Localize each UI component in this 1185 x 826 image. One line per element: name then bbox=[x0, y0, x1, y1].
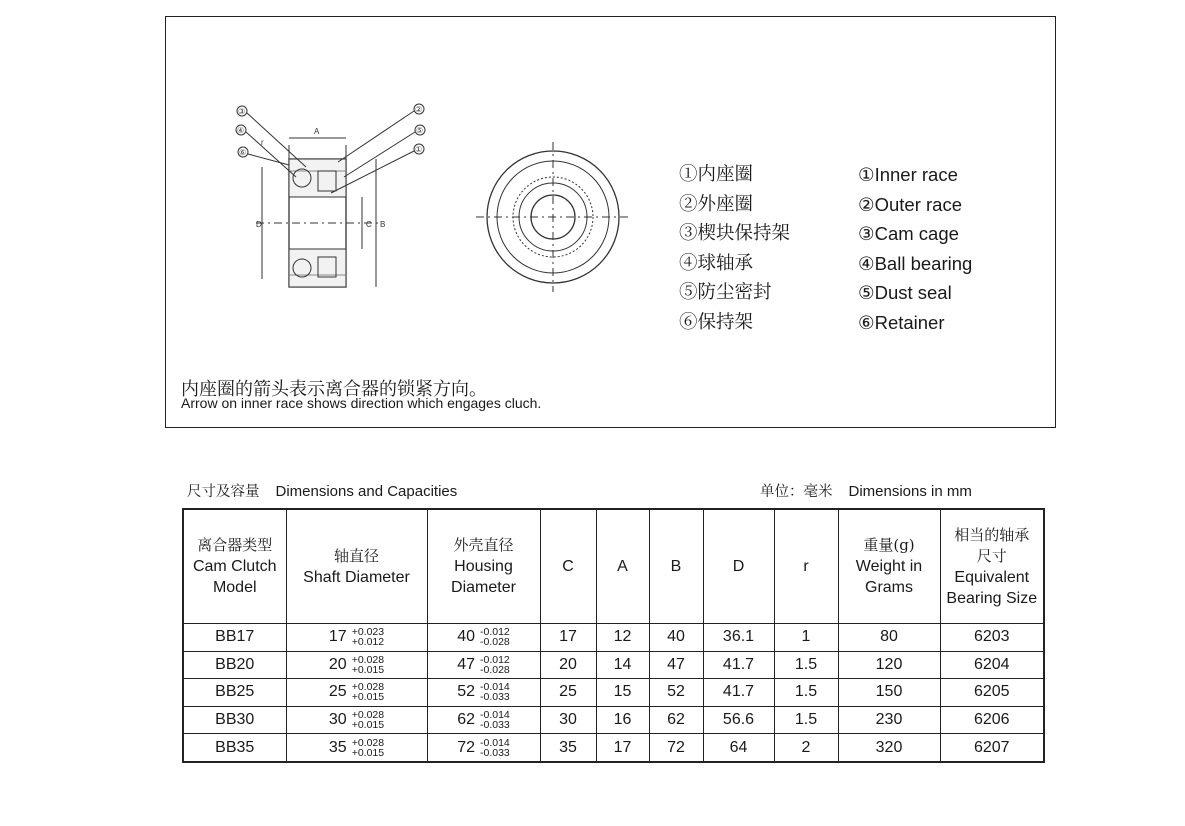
cell-housing: 62 -0.014 -0.033 bbox=[427, 706, 540, 734]
cell-a: 16 bbox=[596, 706, 649, 734]
callout-5: ⑤ bbox=[416, 126, 424, 135]
legend-item: ⑤Dust seal bbox=[858, 282, 952, 303]
cell-d: 56.6 bbox=[703, 706, 774, 734]
table-row bbox=[183, 734, 1044, 762]
cell-c: 35 bbox=[540, 734, 596, 762]
caption-chinese: 内座圈的箭头表示离合器的锁紧方向。 bbox=[181, 379, 487, 400]
unit-en: Dimensions in mm bbox=[848, 483, 972, 500]
legend-item: ⑥Retainer bbox=[858, 311, 945, 333]
table-row bbox=[183, 679, 1044, 707]
unit-cn: 单位：毫米 bbox=[760, 484, 833, 500]
legend-item: ②外座圈 bbox=[679, 193, 754, 215]
cell-weight: 320 bbox=[838, 734, 940, 762]
callout-4: ④ bbox=[237, 126, 245, 135]
table-title-cn: 尺寸及容量 bbox=[187, 484, 260, 500]
cell-c: 17 bbox=[540, 624, 596, 652]
cell-bearing: 6207 bbox=[940, 734, 1044, 762]
legend-item: ③楔块保持架 bbox=[679, 223, 791, 244]
cell-d: 36.1 bbox=[703, 624, 774, 652]
cell-model: BB17 bbox=[183, 624, 286, 652]
legend-item: ④Ball bearing bbox=[858, 252, 973, 274]
cell-weight: 120 bbox=[838, 651, 940, 679]
col-c: C bbox=[540, 509, 596, 624]
cell-shaft: 30 +0.028 +0.015 bbox=[286, 706, 427, 734]
cell-c: 25 bbox=[540, 679, 596, 707]
cell-housing: 52 -0.014 -0.033 bbox=[427, 679, 540, 707]
callout-3: ③ bbox=[238, 107, 246, 116]
cell-model: BB30 bbox=[183, 706, 286, 734]
cell-housing: 40 -0.012 -0.028 bbox=[427, 624, 540, 652]
cell-a: 12 bbox=[596, 624, 649, 652]
col-bearing: 相当的轴承 尺寸 Equivalent Bearing Size bbox=[940, 509, 1044, 624]
dim-c-label: C bbox=[366, 220, 372, 229]
legend-item: ⑥保持架 bbox=[679, 311, 754, 333]
cell-bearing: 6205 bbox=[940, 679, 1044, 707]
cell-model: BB25 bbox=[183, 679, 286, 707]
cell-a: 14 bbox=[596, 651, 649, 679]
dimensions-table bbox=[182, 508, 1045, 763]
cell-shaft: 25 +0.028 +0.015 bbox=[286, 679, 427, 707]
cell-d: 64 bbox=[703, 734, 774, 762]
legend-item: ①内座圈 bbox=[679, 164, 754, 185]
table-title bbox=[187, 480, 457, 501]
cell-r: 1 bbox=[774, 624, 838, 652]
col-b: B bbox=[649, 509, 703, 624]
cell-bearing: 6204 bbox=[940, 651, 1044, 679]
col-housing: 外壳直径 Housing Diameter bbox=[427, 509, 540, 624]
cell-shaft: 17 +0.023 +0.012 bbox=[286, 624, 427, 652]
cell-a: 15 bbox=[596, 679, 649, 707]
col-shaft: 轴直径 Shaft Diameter bbox=[286, 509, 427, 624]
col-weight: 重量(g) Weight in Grams bbox=[838, 509, 940, 624]
cell-r: 2 bbox=[774, 734, 838, 762]
table-row bbox=[183, 624, 1044, 652]
cell-bearing: 6206 bbox=[940, 706, 1044, 734]
cell-c: 20 bbox=[540, 651, 596, 679]
cell-d: 41.7 bbox=[703, 651, 774, 679]
cell-weight: 150 bbox=[838, 679, 940, 707]
table-unit bbox=[760, 480, 972, 501]
table-title-en: Dimensions and Capacities bbox=[275, 483, 458, 500]
caption-english: Arrow on inner race shows direction which engages cluch. bbox=[181, 395, 542, 411]
cell-shaft: 35 +0.028 +0.015 bbox=[286, 734, 427, 762]
table-row bbox=[183, 651, 1044, 679]
cell-weight: 80 bbox=[838, 624, 940, 652]
cell-shaft: 20 +0.028 +0.015 bbox=[286, 651, 427, 679]
header-row bbox=[183, 509, 1044, 624]
cell-a: 17 bbox=[596, 734, 649, 762]
legend-english bbox=[858, 160, 972, 337]
callout-1: ① bbox=[415, 145, 423, 154]
dim-b-label: B bbox=[380, 220, 386, 229]
legend-item: ①Inner race bbox=[858, 164, 958, 185]
table-row bbox=[183, 706, 1044, 734]
cell-r: 1.5 bbox=[774, 706, 838, 734]
cell-b: 72 bbox=[649, 734, 703, 762]
cell-r: 1.5 bbox=[774, 679, 838, 707]
col-d: D bbox=[703, 509, 774, 624]
callout-6: ⑥ bbox=[239, 148, 247, 157]
col-r: r bbox=[774, 509, 838, 624]
cell-b: 52 bbox=[649, 679, 703, 707]
cell-b: 40 bbox=[649, 624, 703, 652]
legend-chinese bbox=[679, 160, 790, 337]
col-model: 离合器类型 Cam Clutch Model bbox=[183, 509, 286, 624]
callout-2: ② bbox=[415, 105, 423, 114]
cell-d: 41.7 bbox=[703, 679, 774, 707]
cell-model: BB35 bbox=[183, 734, 286, 762]
dim-a-label: A bbox=[314, 127, 320, 136]
cell-housing: 72 -0.014 -0.033 bbox=[427, 734, 540, 762]
cell-b: 47 bbox=[649, 651, 703, 679]
dim-d-label: D bbox=[256, 220, 262, 229]
figure-box bbox=[165, 16, 1056, 428]
cell-b: 62 bbox=[649, 706, 703, 734]
cell-bearing: 6203 bbox=[940, 624, 1044, 652]
cell-c: 30 bbox=[540, 706, 596, 734]
dim-r-label: r bbox=[261, 138, 264, 147]
col-a: A bbox=[596, 509, 649, 624]
cell-housing: 47 -0.012 -0.028 bbox=[427, 651, 540, 679]
legend-item: ⑤防尘密封 bbox=[679, 282, 772, 303]
cell-r: 1.5 bbox=[774, 651, 838, 679]
cell-model: BB20 bbox=[183, 651, 286, 679]
cell-weight: 230 bbox=[838, 706, 940, 734]
legend-item: ②Outer race bbox=[858, 193, 962, 215]
legend-item: ③Cam cage bbox=[858, 223, 959, 244]
legend-item: ④球轴承 bbox=[679, 252, 754, 274]
